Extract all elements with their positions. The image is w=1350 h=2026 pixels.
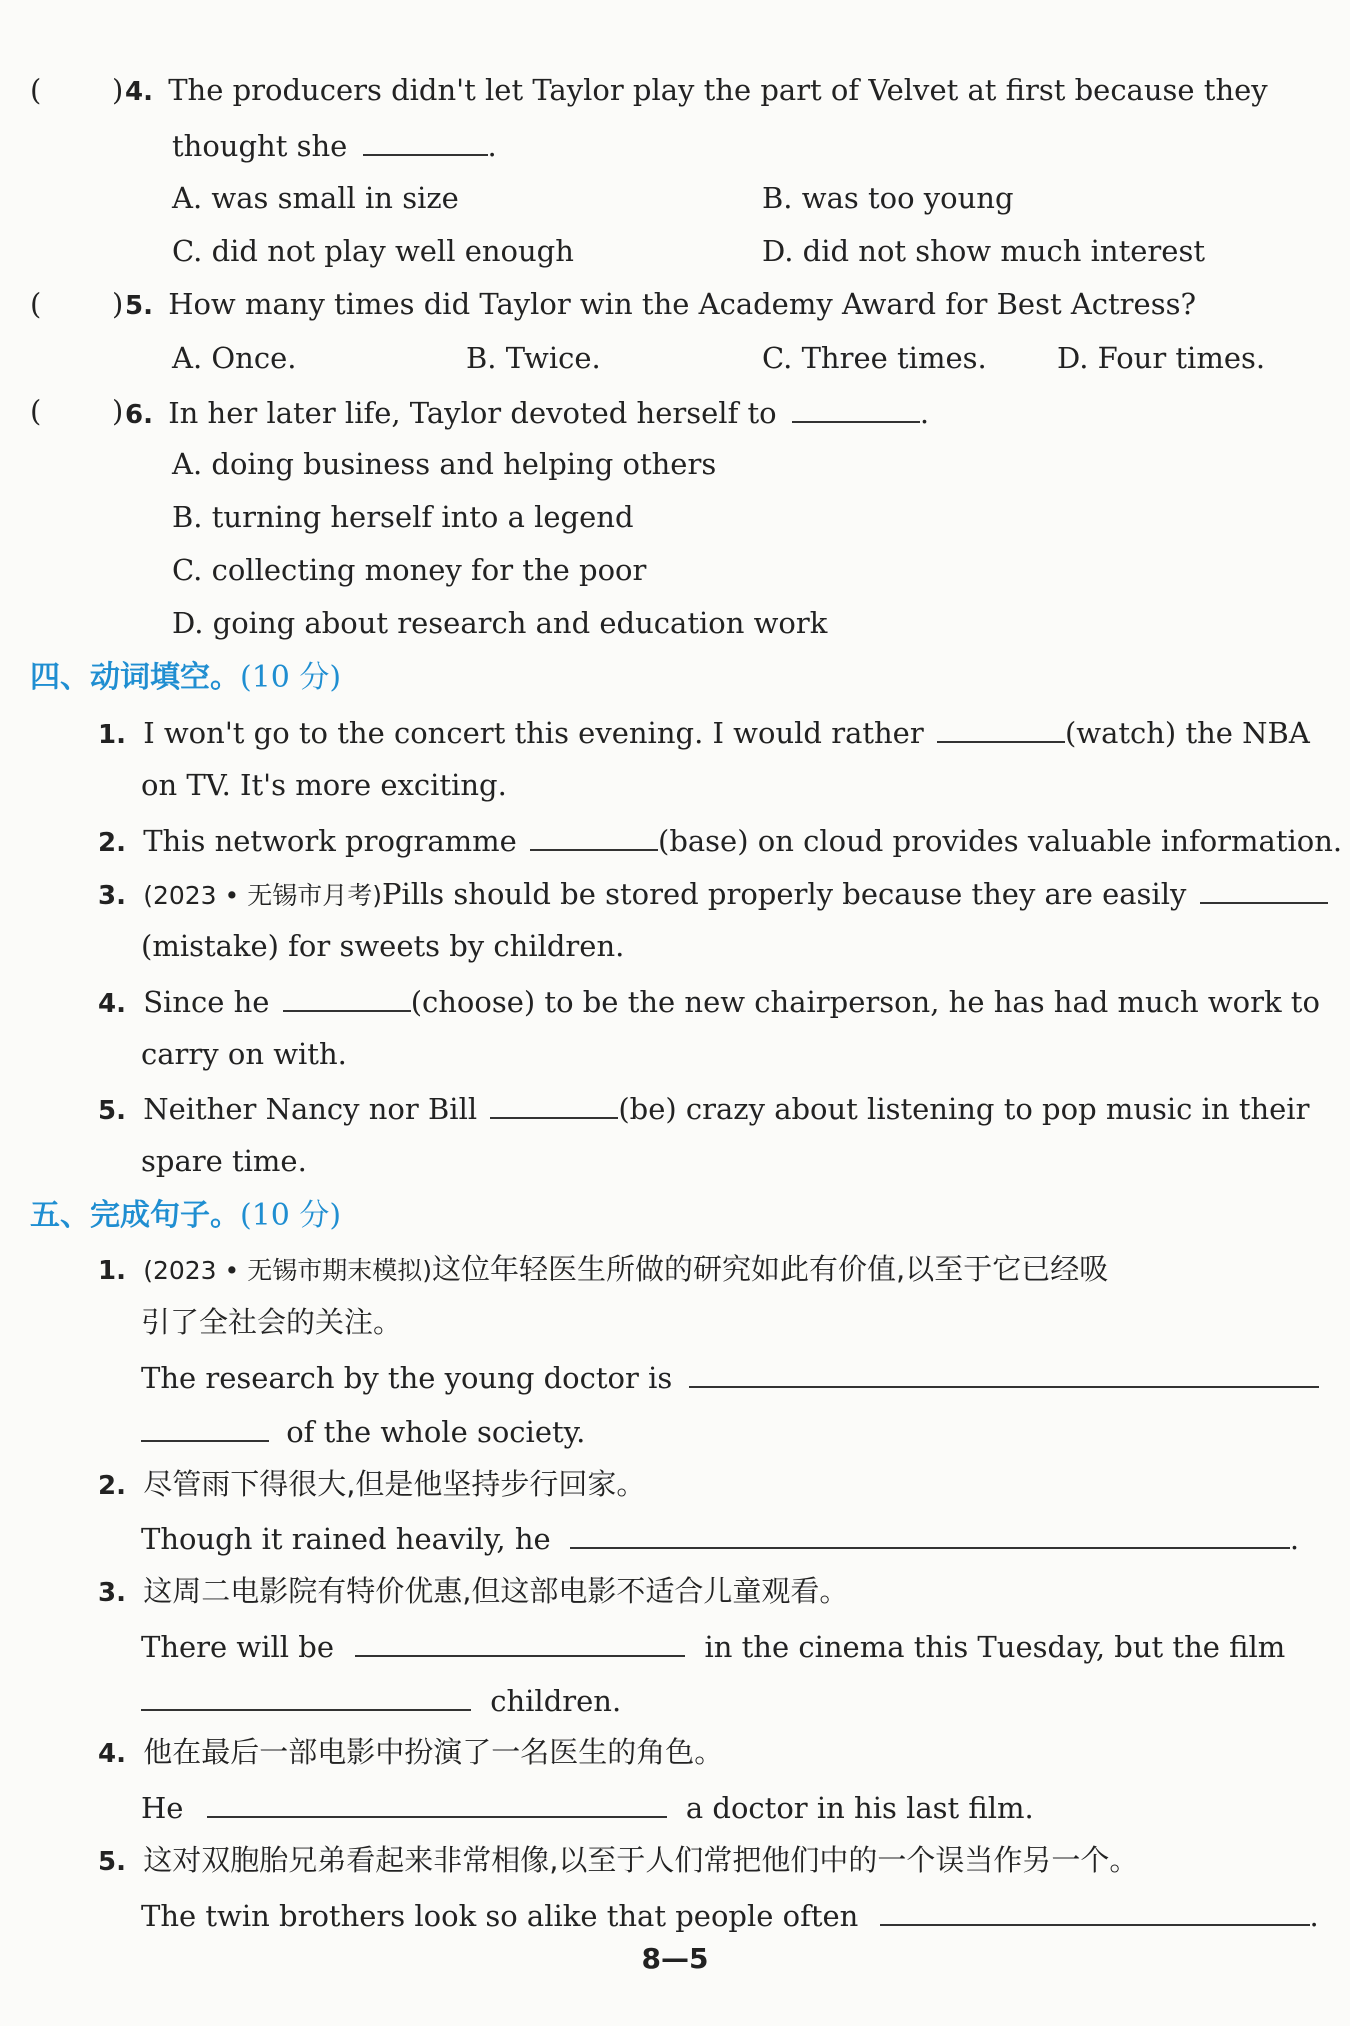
chinese-prompt: 这周二电影院有特价优惠,但这部电影不适合儿童观看。	[143, 1574, 849, 1608]
answer-blank[interactable]	[689, 1358, 1319, 1388]
option-d: D. Four times.	[1057, 341, 1266, 375]
item-number: 2.	[98, 828, 126, 858]
option-b: B. was too young	[762, 181, 1014, 215]
english-sentence	[141, 1627, 1285, 1665]
page-number: 8—5	[641, 1942, 709, 1975]
sentence-item-4	[98, 1734, 723, 1772]
english-sentence	[141, 1519, 1299, 1557]
sentence-text: a doctor in his last film.	[685, 1791, 1034, 1825]
option-b: B. Twice.	[466, 341, 601, 375]
question-number: 5.	[125, 291, 153, 321]
item-text: (watch) the NBA	[1064, 716, 1310, 750]
option-c: C. did not play well enough	[172, 234, 574, 268]
answer-blank[interactable]	[141, 1412, 269, 1442]
item-number: 5.	[98, 1096, 126, 1126]
answer-blank[interactable]	[570, 1519, 1290, 1549]
item-text: (choose) to be the new chairperson, he has had much work to	[410, 985, 1320, 1019]
fill-item-4-cont: carry on with.	[141, 1037, 347, 1071]
sentence-text: in the cinema this Tuesday, but the film	[704, 1630, 1286, 1664]
question-text: thought she	[172, 129, 348, 163]
answer-paren-open-q6: (	[30, 394, 42, 428]
sentence-text: He	[141, 1791, 184, 1825]
item-text: Neither Nancy nor Bill	[143, 1092, 478, 1126]
chinese-prompt: 他在最后一部电影中扮演了一名医生的角色。	[143, 1735, 724, 1769]
item-number: 3.	[98, 1578, 126, 1608]
english-sentence-cont	[141, 1412, 585, 1450]
punctuation: .	[919, 396, 930, 430]
question-6-stem	[125, 393, 929, 433]
option-d: D. did not show much interest	[762, 234, 1205, 268]
item-number: 4.	[98, 1739, 126, 1769]
item-text: (base) on cloud provides valuable information.	[658, 824, 1343, 858]
section-4-heading	[30, 659, 341, 697]
fill-item-3-cont: (mistake) for sweets by children.	[141, 929, 625, 963]
item-text: I won't go to the concert this evening. I would rather	[143, 716, 924, 750]
answer-blank[interactable]	[207, 1788, 667, 1818]
option-c: C. Three times.	[762, 341, 987, 375]
answer-paren-close-q6: )	[112, 394, 124, 428]
sentence-text: of the whole society.	[286, 1415, 586, 1449]
answer-blank[interactable]	[530, 821, 658, 851]
option-d: D. going about research and education work	[172, 606, 828, 640]
source-note: (2023 • 无锡市期末模拟)	[143, 1256, 432, 1285]
item-number: 3.	[98, 881, 126, 911]
answer-paren-open-q5: (	[30, 287, 42, 321]
section-points: (10 分)	[240, 660, 342, 695]
sentence-text: children.	[490, 1684, 622, 1718]
fill-item-3	[98, 874, 1328, 914]
english-sentence	[141, 1788, 1034, 1826]
answer-blank[interactable]	[490, 1089, 618, 1119]
answer-blank[interactable]	[792, 393, 920, 423]
question-number: 4.	[125, 77, 153, 107]
answer-blank[interactable]	[880, 1896, 1310, 1926]
section-title: 四、动词填空。	[30, 660, 240, 695]
sentence-text: There will be	[141, 1630, 335, 1664]
item-text: Since he	[143, 985, 270, 1019]
english-sentence	[141, 1358, 1319, 1396]
fill-item-5	[98, 1089, 1309, 1129]
punctuation: .	[1289, 1522, 1300, 1556]
question-text: How many times did Taylor win the Academy Award for Best Actress?	[168, 287, 1197, 321]
fill-item-1	[98, 713, 1310, 753]
answer-blank[interactable]	[283, 982, 411, 1012]
sentence-item-5	[98, 1842, 1138, 1880]
english-sentence	[141, 1896, 1319, 1934]
answer-paren-close-q5: )	[112, 287, 124, 321]
fill-item-4	[98, 982, 1320, 1022]
question-text: The producers didn't let Taylor play the part of Velvet at first because they	[168, 73, 1268, 107]
question-4-stem	[125, 72, 1268, 110]
item-text: Pills should be stored properly because they are easily	[381, 877, 1187, 911]
english-sentence-cont	[141, 1681, 621, 1719]
source-note: (2023 • 无锡市月考)	[143, 881, 382, 910]
answer-blank[interactable]	[937, 713, 1065, 743]
fill-item-2	[98, 821, 1342, 861]
punctuation: .	[487, 129, 497, 163]
chinese-prompt-cont: 引了全社会的关注。	[141, 1305, 403, 1339]
fill-item-1-cont: on TV. It's more exciting.	[141, 768, 507, 802]
item-number: 2.	[98, 1471, 126, 1501]
chinese-prompt: 这对双胞胎兄弟看起来非常相像,以至于人们常把他们中的一个误当作另一个。	[143, 1843, 1139, 1877]
section-title: 五、完成句子。	[30, 1198, 240, 1233]
item-number: 1.	[98, 1256, 126, 1286]
question-5-stem	[125, 286, 1196, 324]
question-number: 6.	[125, 400, 153, 430]
item-number: 1.	[98, 720, 126, 750]
answer-blank[interactable]	[363, 126, 488, 156]
option-a: A. doing business and helping others	[172, 447, 717, 481]
answer-blank[interactable]	[355, 1627, 685, 1657]
item-number: 5.	[98, 1847, 126, 1877]
option-a: A. was small in size	[172, 181, 459, 215]
chinese-prompt: 尽管雨下得很大,但是他坚持步行回家。	[143, 1467, 646, 1501]
question-4-stem-cont	[172, 126, 497, 164]
punctuation: .	[1309, 1899, 1319, 1933]
item-text: (be) crazy about listening to pop music in their	[618, 1092, 1310, 1126]
answer-paren-open-q4: (	[30, 73, 42, 107]
item-number: 4.	[98, 989, 126, 1019]
sentence-text: The twin brothers look so alike that people often	[141, 1899, 859, 1933]
option-c: C. collecting money for the poor	[172, 553, 647, 587]
answer-paren-close-q4: )	[112, 73, 124, 107]
section-points: (10 分)	[240, 1198, 342, 1233]
section-5-heading	[30, 1197, 341, 1235]
item-text: This network programme	[143, 824, 517, 858]
sentence-item-3	[98, 1573, 848, 1611]
sentence-item-1	[98, 1251, 1108, 1289]
sentence-text: The research by the young doctor is	[141, 1361, 673, 1395]
sentence-text: Though it rained heavily, he	[141, 1522, 551, 1556]
option-b: B. turning herself into a legend	[172, 500, 634, 534]
answer-blank[interactable]	[1200, 874, 1328, 904]
question-text: In her later life, Taylor devoted herself to	[168, 396, 777, 430]
sentence-item-2	[98, 1466, 645, 1504]
answer-blank[interactable]	[141, 1681, 471, 1711]
option-a: A. Once.	[172, 341, 297, 375]
fill-item-5-cont: spare time.	[141, 1144, 307, 1178]
chinese-prompt: 这位年轻医生所做的研究如此有价值,以至于它已经吸	[431, 1252, 1109, 1286]
